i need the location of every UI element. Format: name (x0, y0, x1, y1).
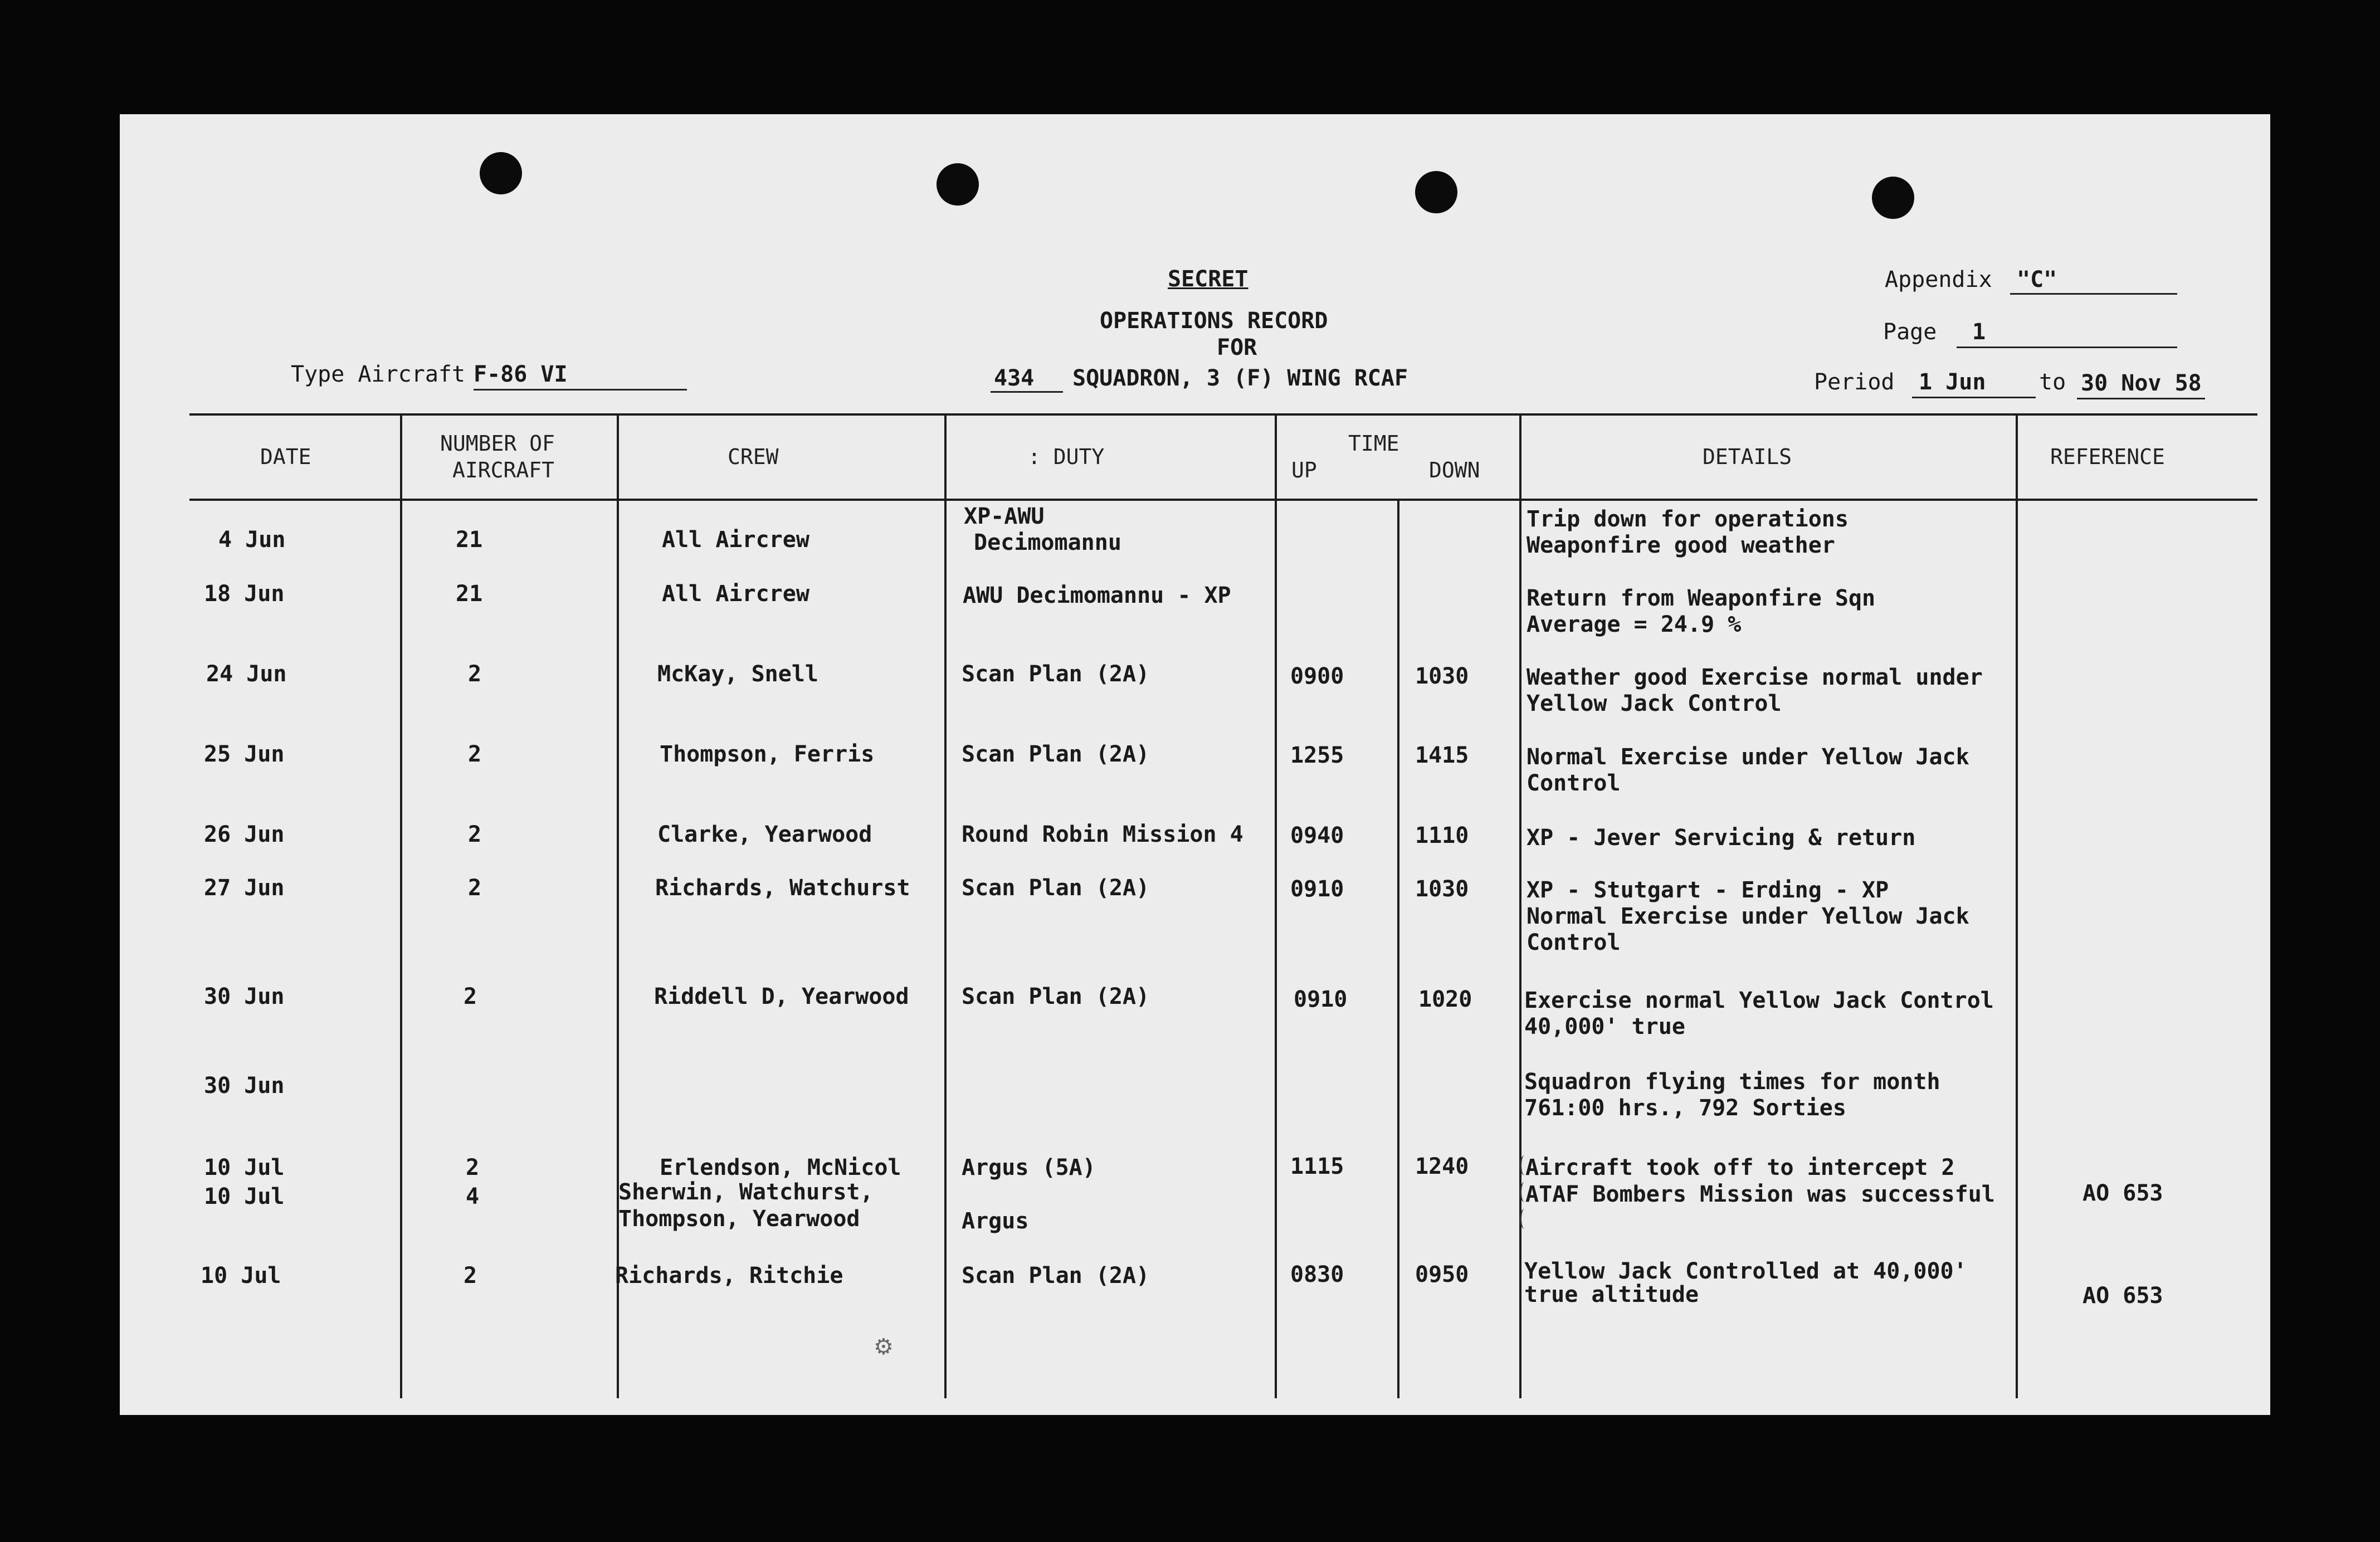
type-aircraft-value: F-86 VI (474, 362, 568, 387)
crew-cell: Sherwin, Watchurst, (618, 1179, 874, 1205)
period-to-underline (2077, 398, 2205, 399)
details-cell: Normal Exercise under Yellow Jack (1526, 904, 1969, 929)
period-to: 30 Nov 58 (2081, 370, 2202, 396)
column-header-time: TIME (1348, 431, 1399, 456)
page-underline (1957, 347, 2177, 348)
aircraft-count-cell: 2 (468, 741, 482, 767)
aircraft-count-cell: 4 (466, 1184, 480, 1209)
details-cell: Squadron flying times for month (1524, 1069, 1940, 1095)
crew-cell: Richards, Watchurst (655, 875, 910, 901)
details-cell: Aircraft took off to intercept 2 (1525, 1155, 1955, 1180)
crew-cell: Richards, Ritchie (615, 1263, 843, 1289)
type-aircraft-underline (474, 389, 687, 391)
details-cell: Average = 24.9 % (1526, 612, 1742, 637)
date-cell: 30 Jun (204, 984, 285, 1009)
crew-cell: All Aircrew (662, 527, 809, 553)
details-cell: ATAF Bombers Mission was successful (1525, 1182, 1995, 1207)
appendix-label: Appendix (1885, 267, 1992, 292)
date-cell: 25 Jun (204, 741, 285, 767)
gear-icon: ⚙ (874, 1334, 894, 1360)
time-down-cell: 1240 (1415, 1154, 1469, 1179)
crew-cell: All Aircrew (662, 581, 809, 607)
punch-hole (937, 163, 979, 206)
appendix-underline (2010, 293, 2177, 295)
column-divider (944, 413, 947, 1398)
duty-cell: Round Robin Mission 4 (962, 822, 1243, 847)
aircraft-count-cell: 2 (466, 1155, 480, 1180)
page-number: 1 (1972, 319, 1986, 345)
period-to-label: to (2039, 369, 2066, 395)
column-divider (1275, 413, 1277, 1398)
column-divider (617, 413, 619, 1398)
duty-cell: Argus (5A) (962, 1155, 1096, 1180)
details-cell: Yellow Jack Controlled at 40,000' (1524, 1258, 1967, 1284)
table-top-rule (189, 413, 2257, 416)
punch-hole (1872, 177, 1914, 219)
column-header-aircraft: AIRCRAFT (452, 458, 555, 482)
details-cell: XP - Stutgart - Erding - XP (1526, 877, 1889, 903)
time-up-cell: 0940 (1290, 823, 1344, 848)
details-cell: Yellow Jack Control (1526, 691, 1782, 716)
aircraft-count-cell: 2 (464, 1263, 477, 1289)
details-cell: Weather good Exercise normal under (1526, 665, 1983, 690)
details-cell: Trip down for operations (1526, 506, 1849, 532)
crew-cell: Riddell D, Yearwood (654, 984, 909, 1009)
crew-cell: McKay, Snell (657, 661, 818, 687)
page-label: Page (1883, 319, 1937, 345)
squadron-number: 434 (994, 365, 1035, 391)
column-header-reference: REFERENCE (2050, 445, 2165, 469)
details-cell: Weaponfire good weather (1526, 533, 1835, 558)
aircraft-count-cell: 21 (456, 581, 483, 607)
details-cell: Return from Weaponfire Sqn (1526, 585, 1876, 611)
time-up-cell: 1115 (1290, 1154, 1344, 1179)
details-cell: 761:00 hrs., 792 Sorties (1524, 1095, 1846, 1121)
date-cell: 4 Jun (218, 527, 286, 553)
duty-cell: Scan Plan (2A) (962, 875, 1150, 901)
column-divider (2016, 413, 2018, 1398)
details-cell: Control (1526, 930, 1621, 955)
details-cell: Normal Exercise under Yellow Jack (1526, 744, 1969, 770)
time-down-cell: 1030 (1415, 876, 1469, 902)
time-up-cell: 0910 (1294, 987, 1348, 1012)
type-aircraft-label: Type Aircraft (291, 362, 466, 387)
duty-cell: Scan Plan (2A) (962, 984, 1150, 1009)
title-line-2: FOR (1217, 335, 1257, 360)
details-cell: 40,000' true (1524, 1014, 1685, 1040)
time-down-cell: 1020 (1418, 987, 1472, 1012)
aircraft-count-cell: 2 (468, 875, 482, 901)
date-cell: 10 Jul (201, 1263, 281, 1289)
punch-hole (1415, 171, 1457, 213)
reference-cell: AO 653 (2082, 1180, 2163, 1206)
duty-cell: Argus (962, 1208, 1029, 1234)
date-cell: 27 Jun (204, 875, 285, 901)
period-from-underline (1912, 397, 2036, 398)
details-cell: true altitude (1524, 1282, 1699, 1307)
column-header-crew: CREW (728, 445, 779, 469)
column-divider (400, 413, 402, 1398)
details-cell: Control (1526, 770, 1621, 796)
time-up-cell: 0830 (1290, 1262, 1344, 1287)
duty-cell: Decimomannu (974, 530, 1121, 555)
duty-cell: Scan Plan (2A) (962, 661, 1150, 687)
aircraft-count-cell: 2 (468, 661, 482, 687)
squadron-title: SQUADRON, 3 (F) WING RCAF (1072, 365, 1408, 391)
aircraft-count-cell: 2 (468, 822, 482, 847)
details-cell: XP - Jever Servicing & return (1526, 825, 1916, 851)
details-cell: Exercise normal Yellow Jack Control (1524, 988, 1994, 1013)
duty-cell: AWU Decimomannu - XP (963, 583, 1231, 608)
period-label: Period (1814, 369, 1895, 395)
column-header-down: DOWN (1429, 458, 1480, 482)
bracket-mark (1520, 1209, 1529, 1229)
duty-cell: Scan Plan (2A) (962, 1263, 1150, 1289)
period-from: 1 Jun (1919, 369, 1986, 395)
date-cell: 30 Jun (204, 1073, 285, 1099)
time-up-cell: 0900 (1290, 663, 1344, 689)
time-up-cell: 1255 (1290, 743, 1344, 768)
punch-hole (480, 152, 522, 194)
classification-label: SECRET (1168, 266, 1248, 292)
column-header-aircraft: NUMBER OF (440, 431, 555, 456)
column-divider (1519, 413, 1521, 1398)
crew-cell: Erlendson, McNicol (660, 1155, 901, 1180)
table-header-rule (189, 499, 2257, 501)
date-cell: 26 Jun (204, 822, 285, 847)
column-header-details: DETAILS (1703, 445, 1792, 469)
time-down-cell: 0950 (1415, 1262, 1469, 1287)
duty-cell: Scan Plan (2A) (962, 741, 1150, 767)
time-down-cell: 1415 (1415, 743, 1469, 768)
crew-cell: Clarke, Yearwood (657, 822, 872, 847)
date-cell: 10 Jul (204, 1184, 285, 1209)
crew-cell: Thompson, Yearwood (618, 1206, 860, 1232)
time-down-cell: 1110 (1415, 823, 1469, 848)
crew-cell: Thompson, Ferris (660, 741, 875, 767)
aircraft-count-cell: 21 (456, 527, 483, 553)
time-down-cell: 1030 (1415, 663, 1469, 689)
duty-cell: XP-AWU (964, 504, 1045, 529)
column-header-up: UP (1291, 458, 1317, 482)
squadron-number-underline (991, 391, 1063, 393)
date-cell: 18 Jun (204, 581, 285, 607)
column-header-date: DATE (260, 445, 311, 469)
aircraft-count-cell: 2 (464, 984, 477, 1009)
column-header-duty: : DUTY (1028, 445, 1105, 469)
appendix-value: "C" (2017, 267, 2057, 292)
date-cell: 24 Jun (206, 661, 287, 687)
date-cell: 10 Jul (204, 1155, 285, 1180)
time-up-cell: 0910 (1290, 876, 1344, 902)
column-divider (1397, 499, 1399, 1398)
reference-cell: AO 653 (2082, 1283, 2163, 1309)
title-line-1: OPERATIONS RECORD (1100, 308, 1328, 334)
